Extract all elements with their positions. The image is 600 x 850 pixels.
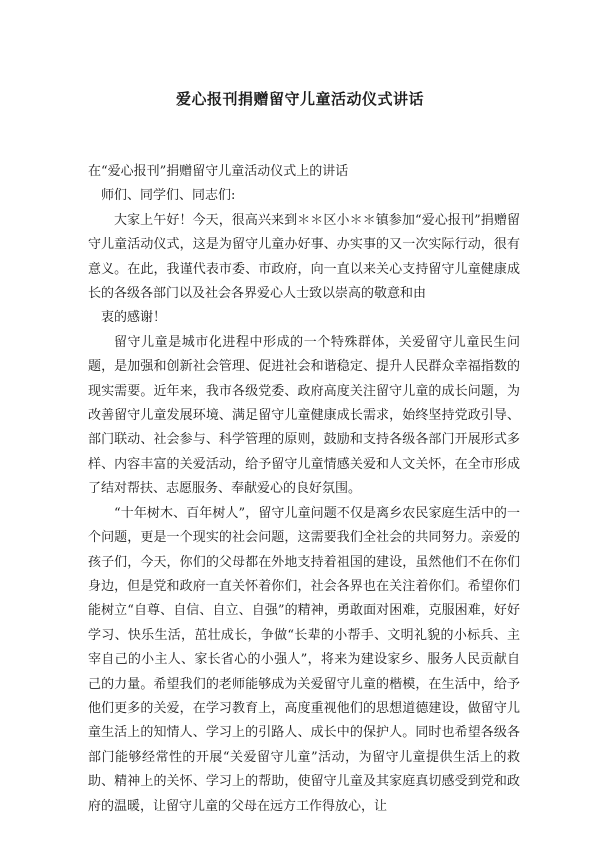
- paragraph-thanks: 衷的感谢！: [101, 310, 167, 326]
- document-title: 爱心报刊捐赠留守儿童活动仪式讲话: [175, 90, 424, 108]
- paragraph-greeting: 大家上午好！今天，很高兴来到＊＊区小＊＊镇参加“爱心报刊”捐赠留守儿童活动仪式，这是为留守儿童办好事、办实事的又一次实际行动，很有意义。在此，我谨代表市委、市政府，向一直以来关心支持留守儿童健康成长的各级各部门以及社会各界爱心人士致以崇高的敬意和由: [88, 212, 520, 302]
- speech-subtitle: 在“爱心报刊”捐赠留守儿童活动仪式上的讲话: [88, 164, 349, 179]
- paragraph-background: 留守儿童是城市化进程中形成的一个特殊群体，关爱留守儿童民生问题，是加强和创新社会管理、促进社会和谐稳定、提升人民群众幸福指数的现实需要。近年来，我市各级党委、政府高度关注留守儿童的成长问题，为改善留守儿童发展环境、满足留守儿童健康成长需求，始终坚持党政引导、部门联动、社会参与、科学管理的原则，鼓励和支持各级各部门开展形式多样、内容丰富的关爱活动，给予留守儿童情感关爱和人文关怀，在全市形成了结对帮扶、志愿服务、奉献爱心的良好氛围。: [88, 334, 520, 497]
- paragraph-hopes: “十年树木、百年树人”，留守儿童问题不仅是离乡农民家庭生活中的一个问题，更是一个现实的社会问题，这需要我们全社会的共同努力。亲爱的孩子们，今天，你们的父母都在外地支持着祖国的建设，虽然他们不在你们身边，但是党和政府一直关怀着你们，社会各界也在关注着你们。希望你们能树立“自尊、自信、自立、自强”的精神，勇敢面对困难，克服困难，好好学习、快乐生活，茁壮成长，争做“长辈的小帮手、文明礼貌的小标兵、主宰自己的小主人、家长省心的小强人”，将来为建设家乡、服务人民贡献自己的力量。希望我们的老师能够成为关爱留守儿童的楷模，在生活中，给予他们更多的关爱，在学习教育上，高度重视他们的思想道德建设，做留守儿童生活上的知情人、学习上的引路人、成长中的保护人。同时也希望各级各部门能够经常性的开展“关爱留守儿童”活动，为留守儿童提供生活上的救助、精神上的关怀、学习上的帮助，使留守儿童及其家庭真切感受到党和政府的温暖，让留守儿童的父母在远方工作得放心，让: [88, 505, 520, 814]
- salutation: 师们、同学们、同志们:: [101, 188, 236, 204]
- document-body: [88, 160, 520, 819]
